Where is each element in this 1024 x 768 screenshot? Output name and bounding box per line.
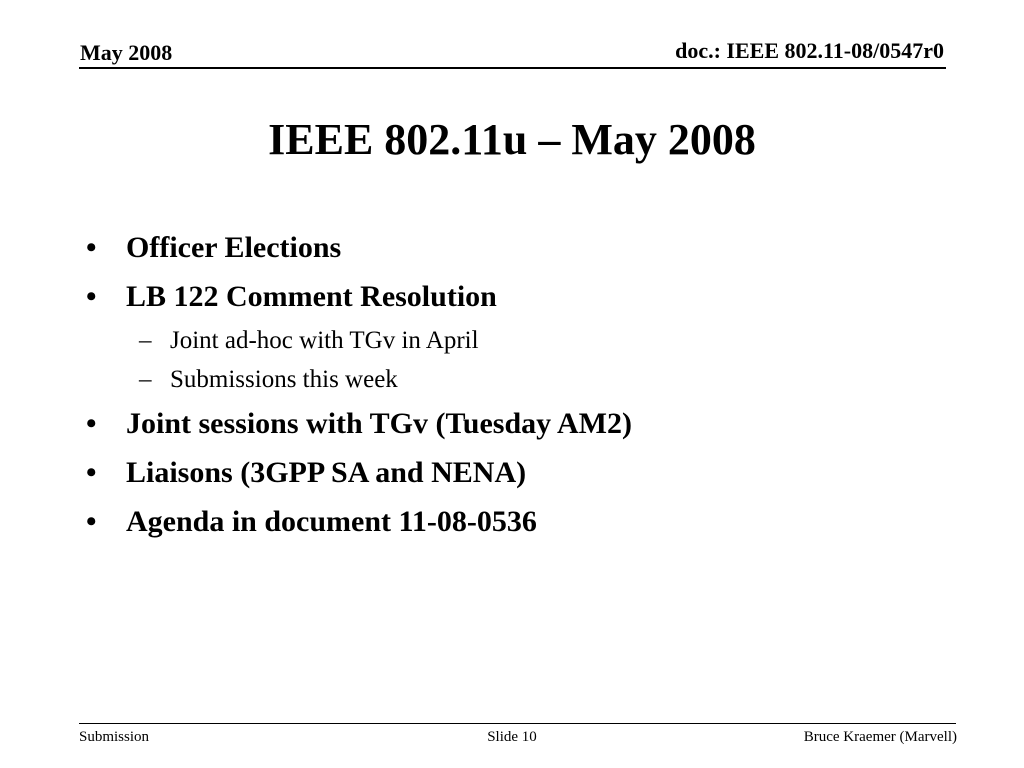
bullet-text: Liaisons (3GPP SA and NENA) xyxy=(126,456,527,489)
bullet-marker: • xyxy=(86,231,97,264)
sub-bullet-item xyxy=(86,324,946,357)
header-doc-id: doc.: IEEE 802.11-08/0547r0 xyxy=(675,38,944,63)
footer-submission: Submission xyxy=(79,729,150,745)
sub-bullet-text: Submissions this week xyxy=(170,366,398,393)
footer-divider xyxy=(79,723,956,724)
bullet-item xyxy=(86,404,946,444)
bullet-text: Joint sessions with TGv (Tuesday AM2) xyxy=(126,407,632,440)
bullet-marker: • xyxy=(86,407,97,440)
footer-slide-number: Slide 10 xyxy=(487,729,537,745)
bullet-marker: • xyxy=(86,280,97,313)
bullet-text: Agenda in document 11-08-0536 xyxy=(126,505,537,538)
bullet-item xyxy=(86,502,946,542)
slide-title: IEEE 802.11u – May 2008 xyxy=(268,115,756,164)
header-divider xyxy=(79,67,946,69)
bullet-item xyxy=(86,277,946,317)
sub-bullet-marker: – xyxy=(139,327,152,354)
bullet-item xyxy=(86,453,946,493)
sub-bullet-marker: – xyxy=(139,366,152,393)
bullet-text: LB 122 Comment Resolution xyxy=(126,280,497,313)
header-date: May 2008 xyxy=(80,40,173,65)
bullet-marker: • xyxy=(86,456,97,489)
footer-author: Bruce Kraemer (Marvell) xyxy=(803,729,957,745)
sub-bullet-text: Joint ad-hoc with TGv in April xyxy=(170,327,479,354)
bullet-item xyxy=(86,228,946,268)
bullet-text: Officer Elections xyxy=(126,231,342,264)
bullet-marker: • xyxy=(86,505,97,538)
bullet-list xyxy=(86,228,946,551)
sub-bullet-item xyxy=(86,363,946,396)
